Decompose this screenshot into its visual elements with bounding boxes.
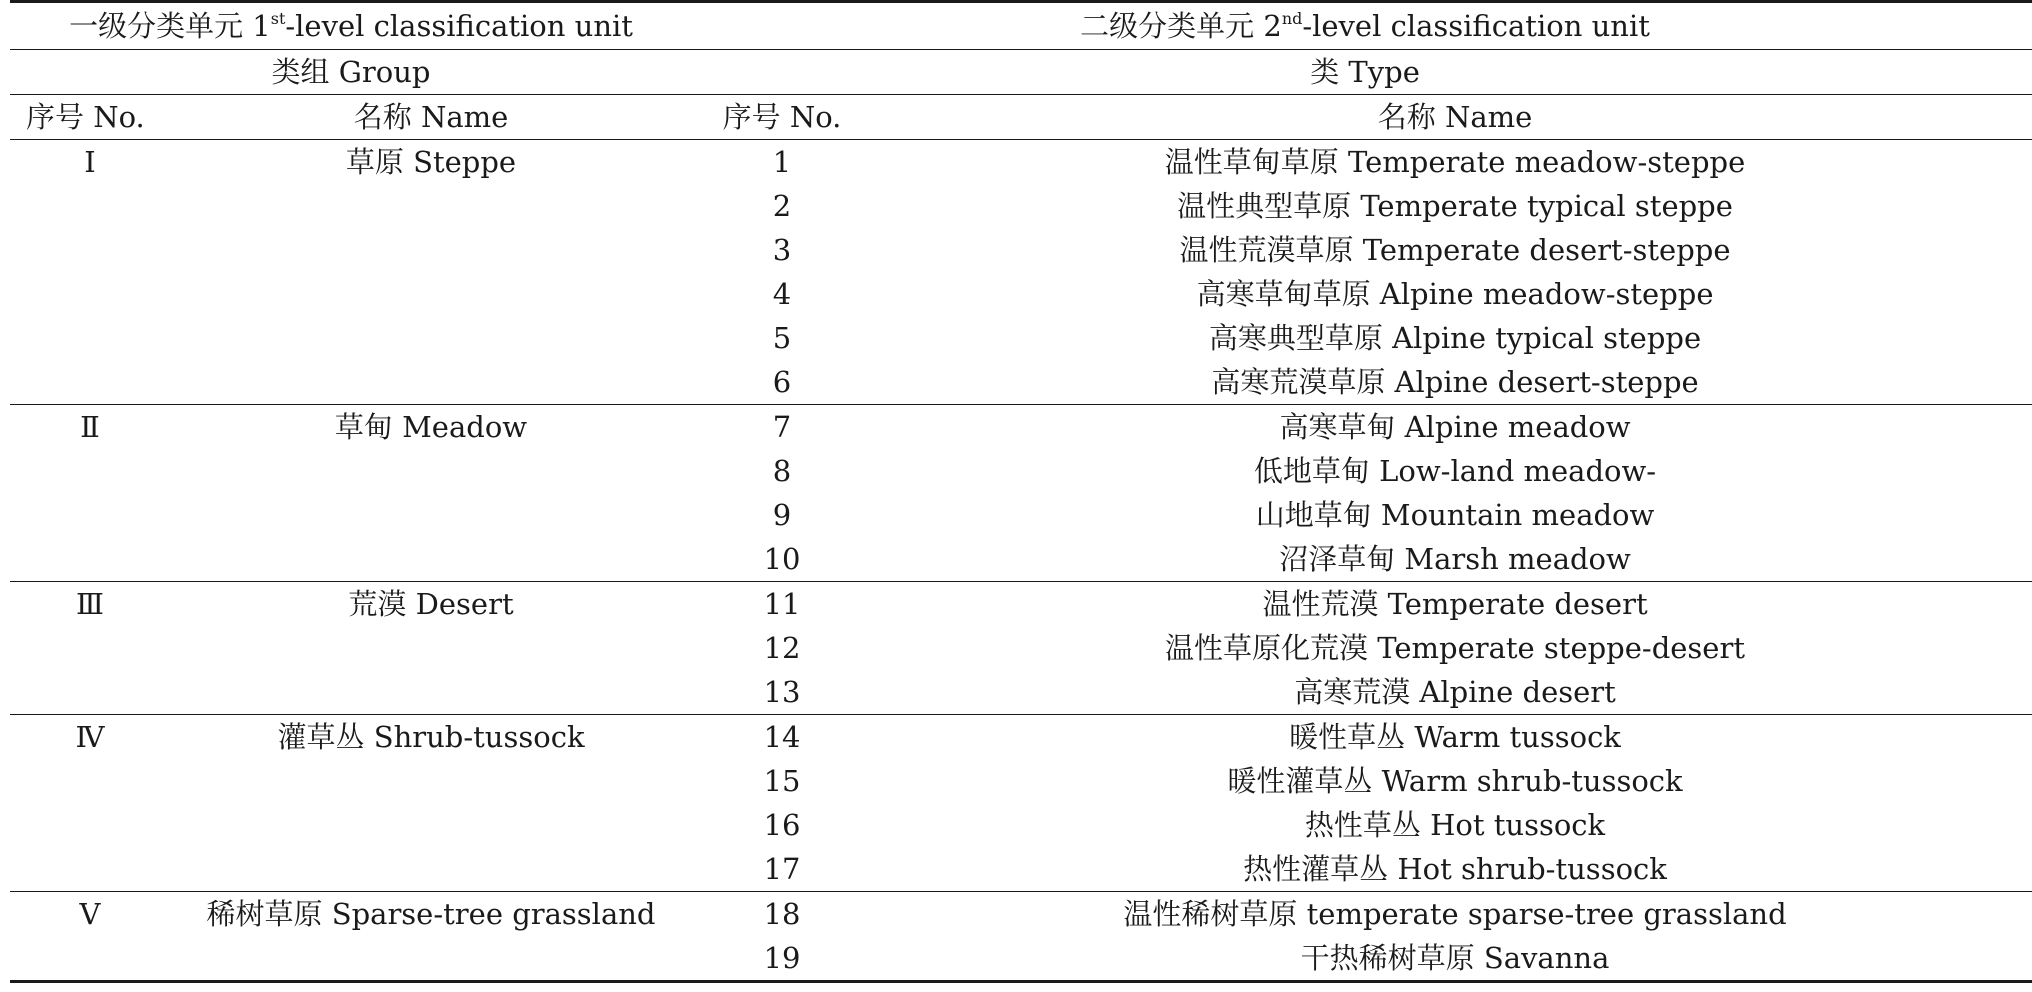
type-number: 15 [763, 764, 801, 798]
group-numeral-empty [10, 272, 170, 316]
group-numeral-empty [10, 449, 170, 493]
group-numeral-empty [10, 847, 170, 892]
table-row [10, 626, 2032, 670]
group-name-empty [170, 626, 692, 670]
type-name: 温性荒漠草原 Temperate desert-steppe [1179, 233, 1731, 267]
group-name-empty [170, 449, 692, 493]
table-row [10, 670, 2032, 715]
group-name: 草甸 Meadow [170, 405, 692, 450]
table-row [10, 715, 2032, 760]
table-row [10, 493, 2032, 537]
table-row [10, 360, 2032, 405]
type-number: 2 [772, 189, 792, 223]
group-name-empty [170, 493, 692, 537]
type-number: 13 [763, 675, 801, 709]
type-name: 温性草原化荒漠 Temperate steppe-desert [1165, 631, 1745, 665]
type-name: 暖性灌草丛 Warm shrub-tussock [1227, 764, 1683, 798]
type-no-header: 序号 No. [722, 100, 842, 134]
group-numeral: Ⅱ [10, 405, 170, 450]
group-name-empty [170, 670, 692, 715]
type-label: 类 Type [692, 50, 2032, 95]
group-name: 草原 Steppe [170, 140, 692, 185]
table-row [10, 228, 2032, 272]
table-row [10, 936, 2032, 982]
type-name: 干热稀树草原 Savanna [872, 936, 2032, 982]
group-numeral-empty [10, 184, 170, 228]
table-row [10, 184, 2032, 228]
group-name: 灌草丛 Shrub-tussock [170, 715, 692, 760]
group-numeral-empty [10, 493, 170, 537]
group-numeral-empty [10, 316, 170, 360]
group-name: 荒漠 Desert [170, 582, 692, 627]
group-name-empty [170, 184, 692, 228]
group-numeral-empty [10, 670, 170, 715]
group-name-empty [170, 316, 692, 360]
group-name-empty [170, 272, 692, 316]
type-number: 18 [692, 892, 872, 937]
group-numeral: Ⅴ [10, 892, 170, 937]
group-numeral-empty [10, 626, 170, 670]
group-name-empty [170, 803, 692, 847]
group-numeral-empty [10, 936, 170, 982]
type-name: 温性荒漠 Temperate desert [872, 582, 2032, 627]
type-number: 9 [772, 498, 792, 532]
group-name-empty [170, 847, 692, 892]
type-number: 4 [772, 277, 792, 311]
table-row [10, 759, 2032, 803]
group-name-empty [170, 936, 692, 982]
type-name: 沼泽草甸 Marsh meadow [1279, 542, 1631, 576]
type-name-header: 名称 Name [1377, 100, 1533, 134]
type-number: 5 [772, 321, 792, 355]
table-row [10, 449, 2032, 493]
table-row [10, 316, 2032, 360]
group-no-header: 序号 No. [26, 100, 145, 134]
type-number: 6 [772, 365, 792, 399]
type-name: 高寒草甸草原 Alpine meadow-steppe [1196, 277, 1714, 311]
table-row [10, 537, 2032, 582]
type-name: 高寒草甸 Alpine meadow [872, 405, 2032, 450]
group-name-empty [170, 759, 692, 803]
group-numeral-empty [10, 360, 170, 405]
type-name: 低地草甸 Low-land meadow- [1253, 454, 1657, 488]
table-body [10, 140, 2032, 982]
group-numeral-empty [10, 759, 170, 803]
group-name: 稀树草原 Sparse-tree grassland [170, 892, 692, 937]
group-name-empty [170, 228, 692, 272]
table-row [10, 582, 2032, 627]
grassland-classification-table [10, 0, 2032, 983]
table-row [10, 803, 2032, 847]
type-number: 8 [772, 454, 792, 488]
type-number: 1 [692, 140, 872, 185]
table-row [10, 892, 2032, 937]
type-name: 温性稀树草原 temperate sparse-tree grassland [872, 892, 2032, 937]
level2-header: 二级分类单元 2nd-level classification unit [692, 2, 2032, 50]
group-numeral-empty [10, 228, 170, 272]
group-label: 类组 Group [10, 50, 692, 95]
level1-header: 一级分类单元 1st-level classification unit [10, 2, 692, 50]
type-number: 3 [772, 233, 792, 267]
type-name: 高寒典型草原 Alpine typical steppe [1208, 321, 1702, 355]
type-number: 12 [763, 631, 801, 665]
table-row [10, 140, 2032, 185]
type-name: 温性草甸草原 Temperate meadow-steppe [872, 140, 2032, 185]
table-row [10, 405, 2032, 450]
type-number: 10 [763, 542, 801, 576]
type-name: 高寒荒漠 Alpine desert [1294, 675, 1616, 709]
type-name: 山地草甸 Mountain meadow [1255, 498, 1655, 532]
type-name: 热性草丛 Hot tussock [1304, 808, 1606, 842]
type-number: 19 [692, 936, 872, 982]
type-name: 暖性草丛 Warm tussock [872, 715, 2032, 760]
classification-table-page [10, 0, 2032, 983]
group-numeral: Ⅳ [10, 715, 170, 760]
group-numeral-empty [10, 803, 170, 847]
type-number: 7 [692, 405, 872, 450]
group-numeral: Ⅰ [10, 140, 170, 185]
header-row-category [10, 50, 2032, 95]
type-name: 温性典型草原 Temperate typical steppe [1177, 189, 1733, 223]
table-row [10, 272, 2032, 316]
group-numeral: Ⅲ [10, 582, 170, 627]
type-name: 热性灌草丛 Hot shrub-tussock [1243, 852, 1667, 886]
group-name-header: 名称 Name [353, 100, 509, 134]
group-name-empty [170, 537, 692, 582]
group-numeral-empty [10, 537, 170, 582]
group-name-empty [170, 360, 692, 405]
type-name: 高寒荒漠草原 Alpine desert-steppe [1211, 365, 1699, 399]
type-number: 17 [763, 852, 801, 886]
type-number: 11 [692, 582, 872, 627]
table-row [10, 847, 2032, 892]
header-row-level [10, 2, 2032, 50]
type-number: 16 [763, 808, 801, 842]
type-number: 14 [692, 715, 872, 760]
header-row-columns [10, 95, 2032, 140]
